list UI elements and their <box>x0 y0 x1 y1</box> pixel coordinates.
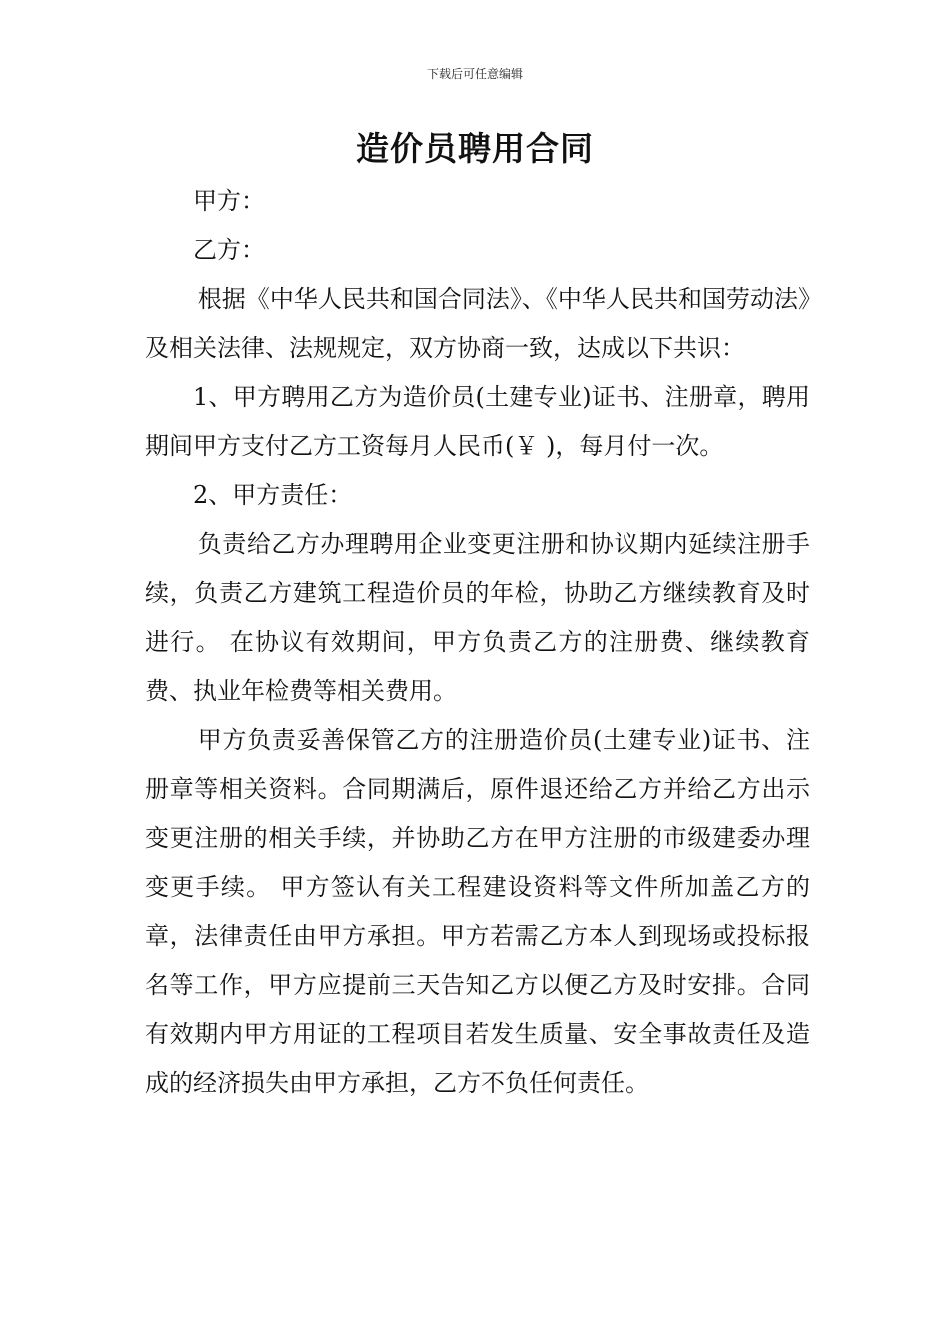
clause-2-heading: 2、甲方责任： <box>193 481 353 509</box>
party-a-line: 甲方： <box>193 187 265 215</box>
clause-1-paragraph: 1、甲方聘用乙方为造价员(土建专业)证书、注册章，聘用期间甲方支付乙方工资每月人民币(￥ )，每月付一次。 <box>145 383 810 460</box>
document-body <box>145 177 810 1108</box>
document-title: 造价员聘用合同 <box>356 129 594 168</box>
party-b-line: 乙方： <box>193 236 265 264</box>
page-header-note: 下载后可任意编辑 <box>426 67 523 81</box>
preamble-paragraph: 根据《中华人民共和国合同法》、《中华人民共和国劳动法》及相关法律、法规规定，双方协商一致，达成以下共识： <box>145 285 810 362</box>
clause-2-paragraph-custody: 甲方负责妥善保管乙方的注册造价员(土建专业)证书、注册章等相关资料。合同期满后，原件退还给乙方并给乙方出示变更注册的相关手续，并协助乙方在甲方注册的市级建委办理变更手续。 甲方签认有关工程建设资料等文件所加盖乙方的章，法律责任由甲方承担。甲方若需乙方本人到现场或投标报名等工作，甲方应提前三天告知乙方以便乙方及时安排。合同有效期内甲方用证的工程项目若发生质量、安全事故责任及造成的经济损失由甲方承担，乙方不负任何责任。 <box>145 726 810 1097</box>
clause-2-paragraph-registration: 负责给乙方办理聘用企业变更注册和协议期内延续注册手续，负责乙方建筑工程造价员的年检，协助乙方继续教育及时进行。 在协议有效期间，甲方负责乙方的注册费、继续教育费、执业年检费等相关费用。 <box>145 530 810 705</box>
